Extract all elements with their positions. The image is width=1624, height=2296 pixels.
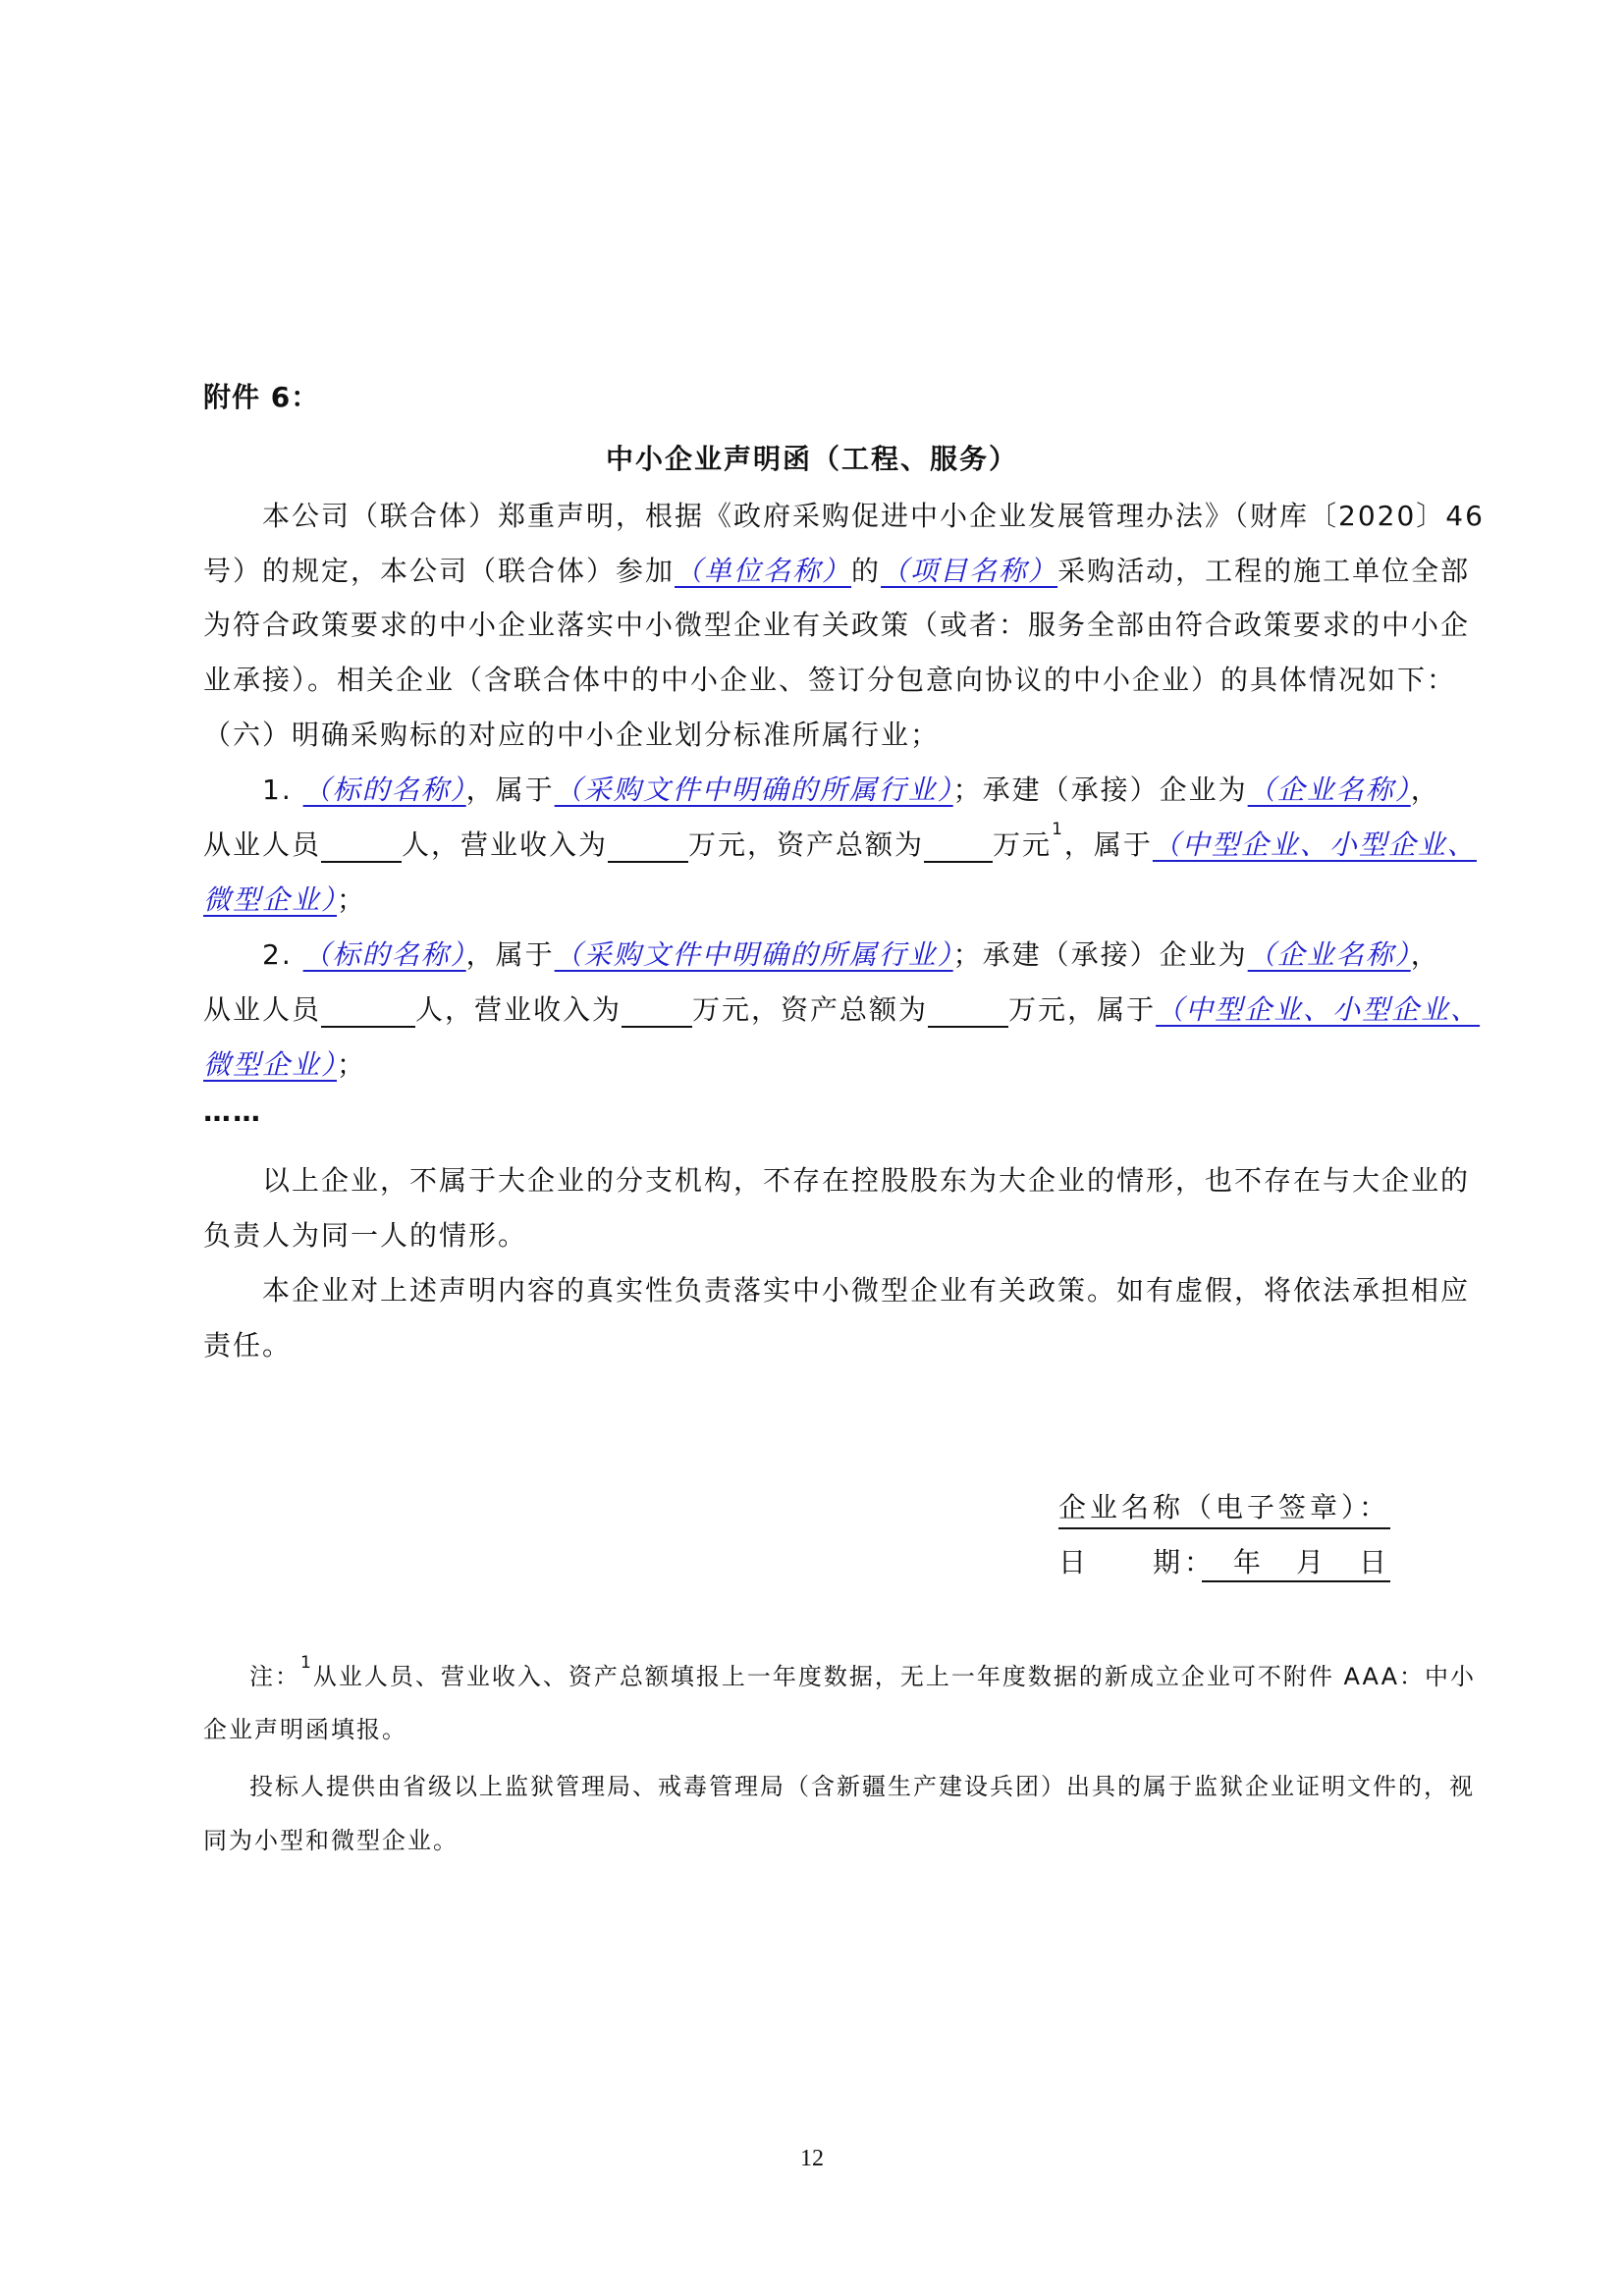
page-number: 12 [800,2146,824,2171]
staff-blank [321,993,415,1028]
item-text: 人，营业收入为 [415,993,623,1026]
date-label: 日 期： [1058,1546,1203,1578]
item-text: ；承建（承接）企业为 [952,938,1248,971]
intro-text: 号）的规定，本公司（联合体）参加 [203,555,676,587]
industry-field: （采购文件中明确的所属行业） [554,938,953,971]
assets-blank [924,828,993,863]
subject-name-field: （标的名称） [302,774,466,806]
item-number: 1. [262,774,303,806]
item-1-line-3 [203,879,1433,918]
ellipsis: …… [203,1095,262,1128]
note-text: 从业人员、营业收入、资产总额填报上一年度数据，无上一年度数据的新成立企业可不附件 AAA：中小 [312,1663,1477,1690]
intro-line-3: 为符合政策要求的中小企业落实中小微型企业有关政策（或者：服务全部由符合政策要求的中小企 [203,609,1471,641]
item-text: ； [337,1048,367,1081]
note-line-4: 同为小型和微型企业。 [203,1827,459,1854]
signature-date [1058,1541,1390,1580]
item-1-line-1 [262,769,1440,808]
item-text: ；承建（承接）企业为 [952,774,1248,806]
item-text: ，属于 [1063,828,1153,861]
note-line-3: 投标人提供由省级以上监狱管理局、戒毒管理局（含新疆生产建设兵团）出具的属于监狱企业证明文件的，视 [249,1773,1475,1800]
item-text: ，属于 [465,774,555,806]
staff-blank [321,828,402,863]
item-number: 2. [262,938,303,971]
industry-field: （采购文件中明确的所属行业） [554,774,953,806]
assets-blank [928,993,1008,1028]
intro-text: 的 [851,555,882,587]
item-text: 人，营业收入为 [402,828,609,861]
item-text: 万元 [993,828,1053,861]
document-title: 中小企业声明函（工程、服务） [605,443,1018,475]
item-text: 万元，资产总额为 [692,993,929,1026]
enterprise-size-field: （中型企业、小型企业、 [1152,828,1477,861]
note-line-2: 企业声明函填报。 [203,1716,407,1743]
intro-text: 采购活动，工程的施工单位全部 [1057,555,1471,587]
footnote-marker: 1 [300,1653,313,1673]
item-2-line-1 [262,934,1440,973]
revenue-blank [622,993,692,1028]
unit-name-field: （单位名称） [675,555,852,587]
attachment-label: 附件 6： [203,381,320,413]
item-text: 万元，资产总额为 [688,828,925,861]
revenue-blank [608,828,688,863]
date-value: 年 月 日 [1202,1546,1390,1582]
company-name-field: （企业名称） [1247,938,1411,971]
footnote-marker: 1 [1052,820,1064,839]
statement-2-line-1: 本企业对上述声明内容的真实性负责落实中小微型企业有关政策。如有虚假，将依法承担相应 [262,1274,1471,1307]
item-text: ， [1410,774,1440,806]
item-2-line-2 [203,988,1481,1028]
intro-line-4: 业承接）。相关企业（含联合体中的中小企业、签订分包意向协议的中小企业）的具体情况如下： [203,664,1457,696]
note-prefix: 注： [249,1663,300,1690]
enterprise-size-field: 微型企业） [203,1048,338,1081]
enterprise-size-field: （中型企业、小型企业、 [1156,993,1481,1026]
item-text: 从业人员 [203,993,322,1026]
subject-name-field: （标的名称） [302,938,466,971]
project-name-field: （项目名称） [881,555,1058,587]
intro-line-2 [203,550,1471,589]
statement-2-line-2: 责任。 [203,1329,293,1362]
item-text: ， [1410,938,1440,971]
intro-line-1: 本公司（联合体）郑重声明，根据《政府采购促进中小企业发展管理办法》（财库〔2020〕46 [262,500,1485,532]
statement-1-line-1: 以上企业，不属于大企业的分支机构，不存在控股股东为大企业的情形，也不存在与大企业的 [262,1164,1471,1197]
intro-line-5: （六）明确采购标的对应的中小企业划分标准所属行业； [203,719,941,751]
item-2-line-3 [203,1043,1433,1083]
item-text: 从业人员 [203,828,322,861]
item-text: ，属于 [1067,993,1157,1026]
company-name-field: （企业名称） [1247,774,1411,806]
item-text: 万元 [1008,993,1068,1026]
item-1-line-2 [203,820,1477,863]
enterprise-size-field: 微型企业） [203,883,338,916]
statement-1-line-2: 负责人为同一人的情形。 [203,1219,528,1252]
note-line-1 [249,1653,1479,1691]
item-text: ，属于 [465,938,555,971]
signature-company: 企业名称（电子签章）： [1058,1486,1390,1529]
item-text: ； [337,883,367,916]
